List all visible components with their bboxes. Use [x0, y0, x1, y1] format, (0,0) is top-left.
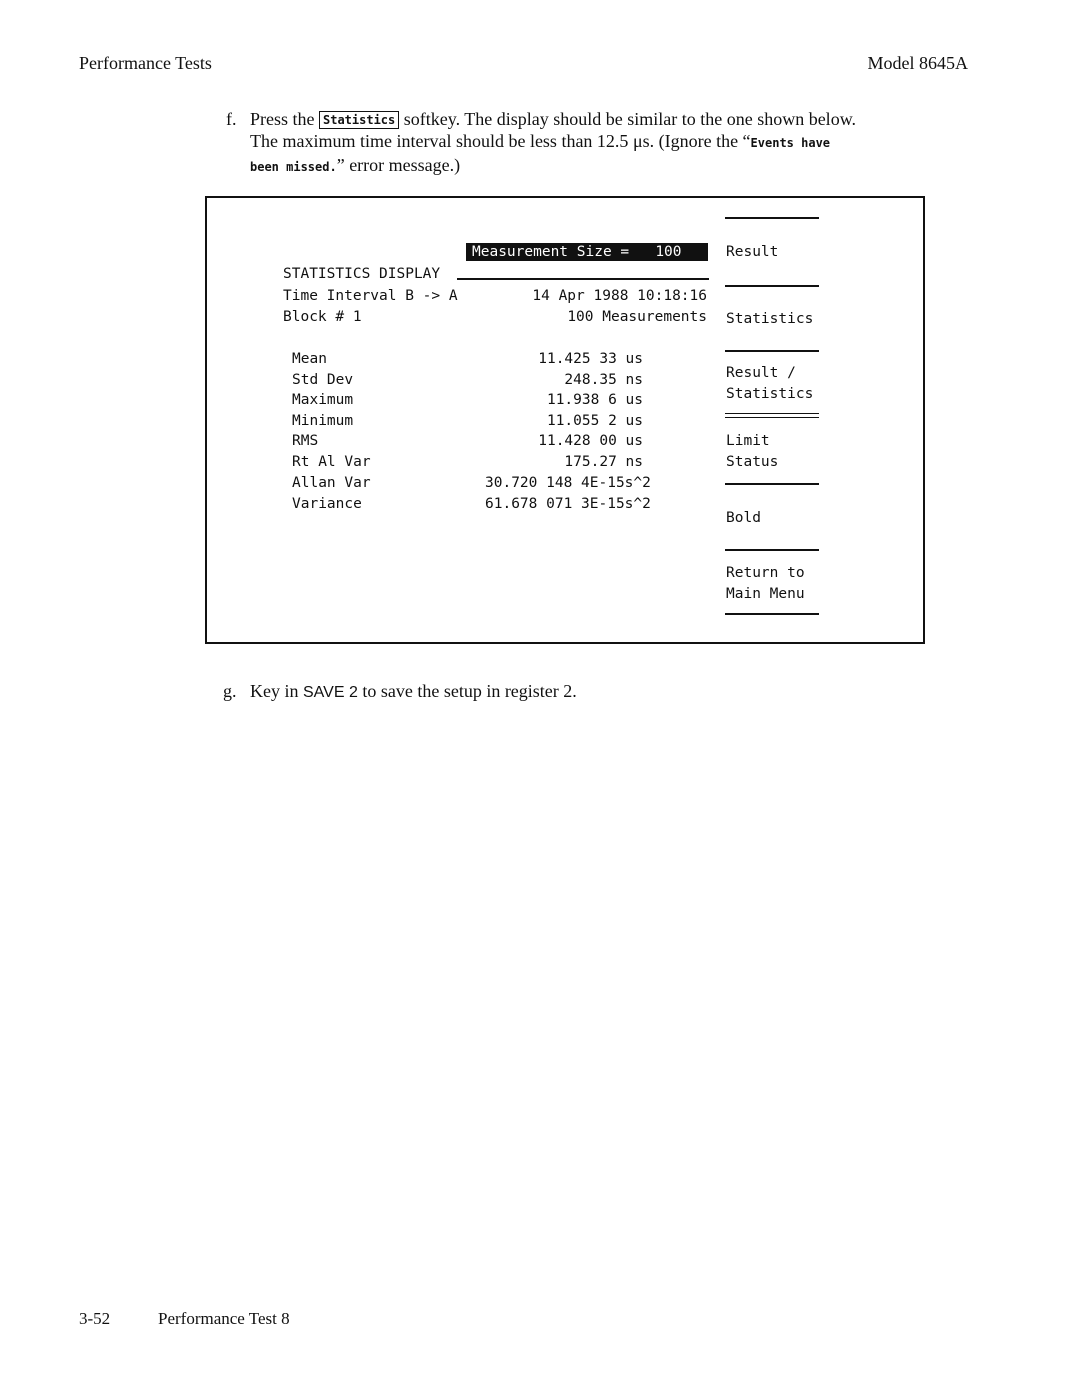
- stat-label: Std Dev: [292, 372, 354, 388]
- page-number: 3-52: [79, 1309, 111, 1328]
- softkey-limit-status-line2: Status: [726, 454, 779, 470]
- statistics-softkey-label: Statistics: [319, 111, 399, 129]
- measurement-count: 100 Measurements: [567, 309, 707, 325]
- stat-label: Allan Var: [292, 475, 371, 491]
- statistics-display-screen: [205, 196, 925, 644]
- step-f-text-2: softkey. The display should be similar to the one shown below.: [403, 109, 857, 129]
- time-interval-label: Time Interval B -> A: [283, 288, 458, 304]
- stat-label: Minimum: [292, 413, 354, 429]
- stat-value: 11.938 6 us: [546, 392, 643, 408]
- statistics-display-title: STATISTICS DISPLAY: [283, 266, 441, 282]
- softkey-return-line2: Main Menu: [726, 586, 805, 602]
- stat-value: 30.720 148 4E-15s^2: [485, 475, 651, 491]
- mu-unit: μs.: [632, 131, 655, 151]
- softkey-divider: [725, 285, 819, 287]
- stat-value: 61.678 071 3E-15s^2: [485, 496, 651, 512]
- step-g-marker: g.: [223, 681, 237, 701]
- timestamp: 14 Apr 1988 10:18:16: [532, 288, 707, 304]
- stat-value: 11.055 2 us: [546, 413, 643, 429]
- stat-label: RMS: [292, 433, 319, 449]
- softkey-result-statistics-line1: Result /: [726, 365, 796, 381]
- softkey-divider: [725, 483, 819, 485]
- softkey-result-statistics[interactable]: [726, 364, 813, 403]
- footer-section: Performance Test 8: [158, 1309, 290, 1328]
- step-g-text-2: to save the setup in register 2.: [357, 681, 577, 701]
- events-message-1: Events have: [750, 136, 831, 150]
- stat-value: 11.428 00 us: [538, 433, 643, 449]
- step-f-ignore: (Ignore the “: [654, 131, 751, 151]
- stat-label: Mean: [292, 351, 327, 367]
- stat-label: Rt Al Var: [292, 454, 371, 470]
- softkey-limit-status[interactable]: [726, 432, 778, 471]
- softkey-return-main-menu[interactable]: [726, 564, 805, 603]
- step-f-line3: ” error message.): [336, 155, 461, 175]
- softkey-result[interactable]: Result: [726, 244, 779, 260]
- header-right: Model 8645A: [867, 53, 968, 73]
- stat-value: 11.425 33 us: [538, 351, 643, 367]
- save-key: SAVE 2: [303, 684, 358, 701]
- softkey-divider: [725, 549, 819, 551]
- step-f-paragraph: [250, 108, 970, 178]
- step-f-line2: The maximum time interval should be less than 12.5: [250, 131, 633, 151]
- softkey-double-divider: [725, 413, 819, 418]
- stat-value: 248.35 ns: [564, 372, 643, 388]
- softkey-divider: [725, 613, 819, 615]
- softkey-statistics[interactable]: Statistics: [726, 311, 814, 327]
- stat-label: Maximum: [292, 392, 354, 408]
- step-f-text-1: Press the: [250, 109, 315, 129]
- softkey-result-statistics-line2: Statistics: [726, 386, 814, 402]
- step-f-marker: f.: [226, 109, 237, 129]
- block-label: Block # 1: [283, 309, 362, 325]
- step-g-text-1: Key in: [250, 681, 303, 701]
- softkey-divider: [725, 217, 819, 219]
- step-g-paragraph: [250, 680, 577, 704]
- softkey-return-line1: Return to: [726, 565, 805, 581]
- softkey-bold[interactable]: Bold: [726, 510, 761, 526]
- measurement-size-banner: Measurement Size = 100: [466, 243, 708, 261]
- header-left: Performance Tests: [79, 53, 212, 73]
- stat-label: Variance: [292, 496, 362, 512]
- events-message-2: been missed.: [250, 160, 337, 174]
- softkey-limit-status-line1: Limit: [726, 433, 770, 449]
- title-rule: [457, 278, 709, 280]
- softkey-divider: [725, 350, 819, 352]
- stat-value: 175.27 ns: [564, 454, 643, 470]
